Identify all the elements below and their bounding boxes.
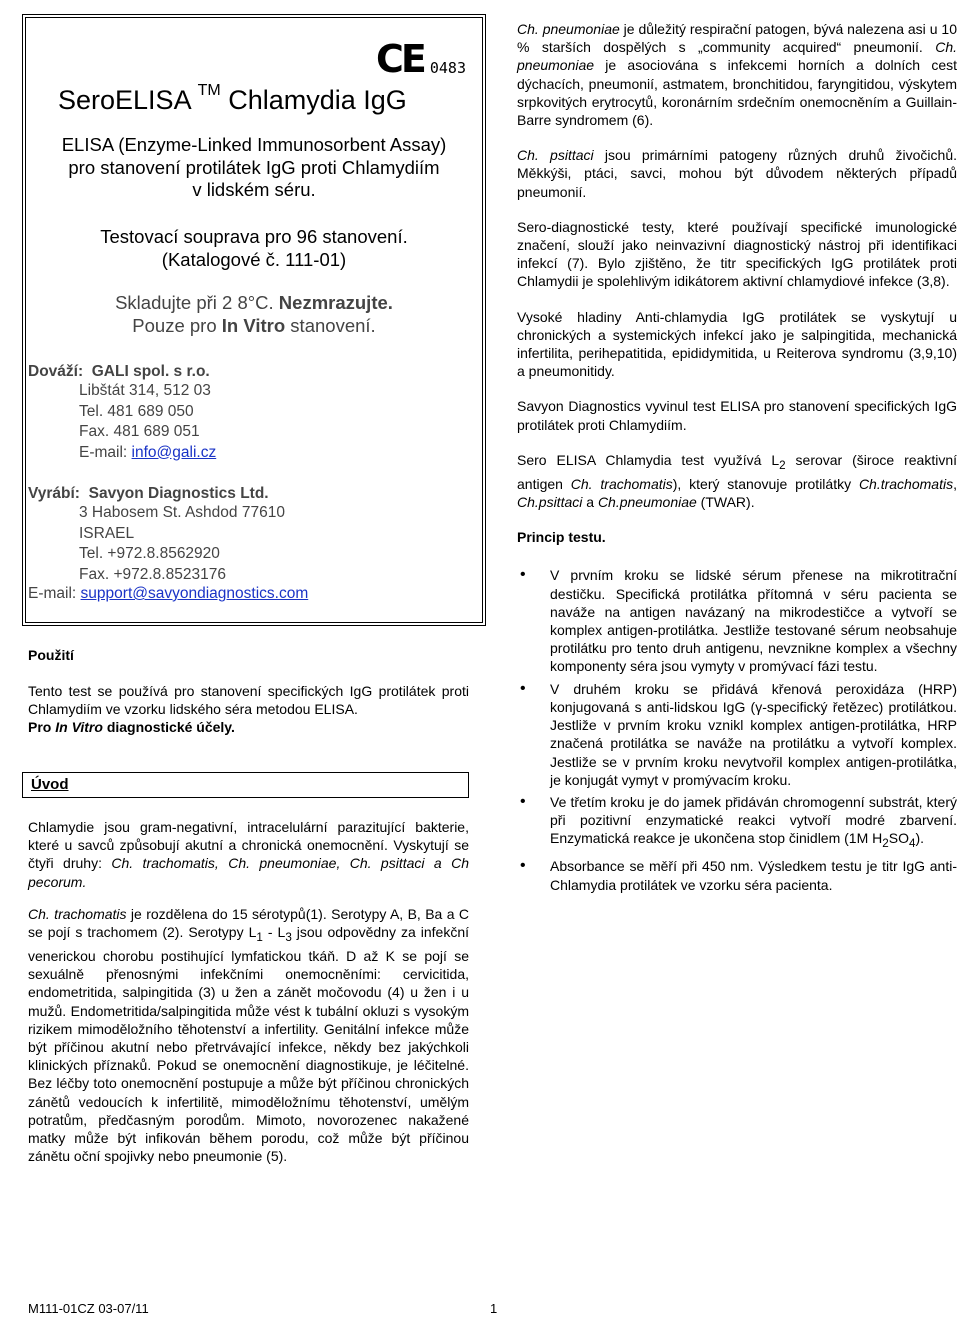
product-subtitle: ELISA (Enzyme-Linked Immunosorbent Assay) pro stanovení protilátek IgG proti Chlamydiím v lidském séru. bbox=[61, 134, 447, 200]
importer-contact: Libštát 314, 512 03 Tel. 481 689 050 Fax. 481 689 051 E-mail: info@gali.cz bbox=[79, 382, 217, 461]
storage-info: Skladujte při 2 8°C. Nezmrazujte. Pouze pro In Vitro stanovení. bbox=[115, 292, 393, 336]
manufacturer-block: Vyrábí: Savyon Diagnostics Ltd. bbox=[28, 485, 269, 502]
list-item: • V prvním kroku se lidské sérum přenese na mikrotitrační destičku. Specifická protilátka přítomná v séru pacienta se naváže na antigen navázaný na mikrodestičce a vytvoří se komplex antigen-protilátka. Jestliže testované sérum neobsahuje protilátku pro tento druh antigenu, nevznikne komplex a všechny komponenty séra jsou vymyty v promývací fázi testu. bbox=[517, 566, 957, 675]
product-title: SeroELISA ™ Chlamydia IgG bbox=[58, 82, 407, 115]
section-heading-pouziti: Použití bbox=[28, 647, 74, 663]
ce-marking bbox=[376, 37, 466, 81]
high-levels-paragraph: Vysoké hladiny Anti-chlamydia IgG protilátek se vyskytují u chronických a systemických infekcí jako je salpingitida, mechanická infertilita, perihepatitida, epididymitida, u Reiterova syndromu (3,9,10) a pneumonitidy. bbox=[517, 308, 957, 380]
section-heading-uvod: Úvod bbox=[22, 772, 469, 798]
list-item: • Absorbance se měří při 450 nm. Výsledkem testu je titr IgG anti-Chlamydia protilátek ve vzorku séra pacienta. bbox=[517, 857, 957, 893]
document-code: M111-01CZ 03-07/11 bbox=[28, 1301, 149, 1316]
list-item: • Ve třetím kroku je do jamek přidáván chromogenní substrát, který při pozitivní enzymatické reakci vytvoří modré zbarvení. Enzymatická reakce je ukončena stop činidlem (1M $H_2SO_4$). bbox=[517, 793, 957, 853]
importer-email-link[interactable]: info@gali.cz bbox=[131, 443, 217, 461]
ce-mark-logo: CE bbox=[376, 37, 424, 81]
page-number: 1 bbox=[490, 1301, 498, 1316]
savyon-paragraph: Savyon Diagnostics vyvinul test ELISA pro stanovení specifických IgG protilátek proti Chlamydiím. bbox=[517, 398, 957, 433]
ce-notified-body-number: 0483 bbox=[429, 59, 466, 77]
serovar-paragraph: Sero ELISA Chlamydia test využívá $L_2$ serovar (široce reaktivní antigen Ch. trachomatis), který stanovuje protilátky Ch.trachomatis, Ch.psittaci a Ch.pneumoniae (TWAR). bbox=[517, 451, 957, 511]
psittaci-paragraph: Ch. psittaci jsou primárními patogeny různých druhů živočichů. Měkkýši, ptáci, savci, mohou být důvodem některých případů pneumonií. bbox=[517, 147, 957, 200]
manufacturer-contact: 3 Habosem St. Ashdod 77610 ISRAEL Tel. +972.8.8562920 Fax. +972.8.8523176 bbox=[79, 504, 285, 583]
serodiagnostic-paragraph: Sero-diagnostické testy, které používají specifické imunologické značení, slouží jako neinvazivní diagnostický nástroj při identifikaci infekcí (7). Bylo zjištěno, že titr specifických IgG protilátek proti Chlamydii je spolehlivým idikátorem aktivní chlamydiové infekce (3,8). bbox=[517, 218, 957, 290]
pneumoniae-paragraph: Ch. pneumoniae je důležitý respirační patogen, bývá nalezena asi u 10 % starších dospělých s „community acquired“ pneumonií. Ch. pneumoniae je asociována s infekcemi horních a dolních cest dýchacích, pneumonií, astmatem, bronchitidou, faryngitidou, výskytem srpkovitých erytrocytů, koronárním srdečním onemocněním a Guillain-Barre syndromem (6). bbox=[517, 21, 957, 129]
list-item: • V druhém kroku se přidává křenová peroxidáza (HRP) konjugovaná s anti-lidskou IgG (γ-specifický řetězec) protilátkou. Jestliže v prvním kroku vznikl komplex antigen-protilátka, HRP značená protilátka se naváže na protilátku a vytvoří komplex. Jestliže se v prvním kroku nevytvořil komplex antigen-protilátka, je konjugát vymyt v promývacím kroku. bbox=[517, 680, 957, 789]
section-pouziti-body: Tento test se používá pro stanovení specifických IgG protilátek proti Chlamydiím ve vzorku lidského séra metodou ELISA. Pro In Vitro diagnostické účely. bbox=[28, 683, 469, 736]
trademark-sup: TM bbox=[197, 82, 221, 99]
manufacturer-email: E-mail: support@savyondiagnostics.com bbox=[28, 585, 309, 602]
section-uvod-body: Chlamydie jsou gram-negativní, intracelulární parazitující bakterie, které u savců způsobují akutní a chronická onemocnění. Vyskytují se čtyři druhy: Ch. trachomatis, Ch. pneumoniae, Ch. psittaci a Ch pecorum. Ch. trachomatis je rozdělena do 15 sérotypů(1). Serotypy A, B, Ba a C se pojí s trachomem (2). Serotypy $L_1 - L_3$ jsou odpovědny za infekční venerickou chorobu postihující lymfatickou tkáň. D až K se pojí se sexuálně přenosnými infekčními onemocněními: cervicitida, endometritida, salpingitida (3) u žen a zánět močovodu (4) u žen i u mužů. Endometritida/salpingitida může vést k tubální okluzi s vysokým rizikem mimoděložního těhotenství a infertility. Genitální infekce může být příčinou akutní nebo přetrvávající infekce, někdy bez jakýchkoli klinických příznaků. Pokud se onemocnění diagnostikuje, je léčitelné. Bez léčby toto onemocnění postupuje a může být příčinou chronických zánětů vedoucích k infertilitě, mimoděložnímu těhotenství, umělým potratům, předčasným porodům. Mimoto, novorozenec nakažené matky může být infikován během porodu, což může být příčinou zánětu oční spojivky nebo pneumonie (5). bbox=[28, 819, 469, 1165]
right-column bbox=[517, 20, 957, 898]
importer-block: Dováží: GALI spol. s r.o. bbox=[28, 363, 210, 380]
section-heading-principle: Princip testu. bbox=[517, 529, 606, 546]
principle-list bbox=[517, 566, 957, 893]
kit-info: Testovací souprava pro 96 stanovení. (Katalogové č. 111-01) bbox=[100, 226, 408, 270]
manufacturer-email-link[interactable]: support@savyondiagnostics.com bbox=[80, 585, 309, 602]
